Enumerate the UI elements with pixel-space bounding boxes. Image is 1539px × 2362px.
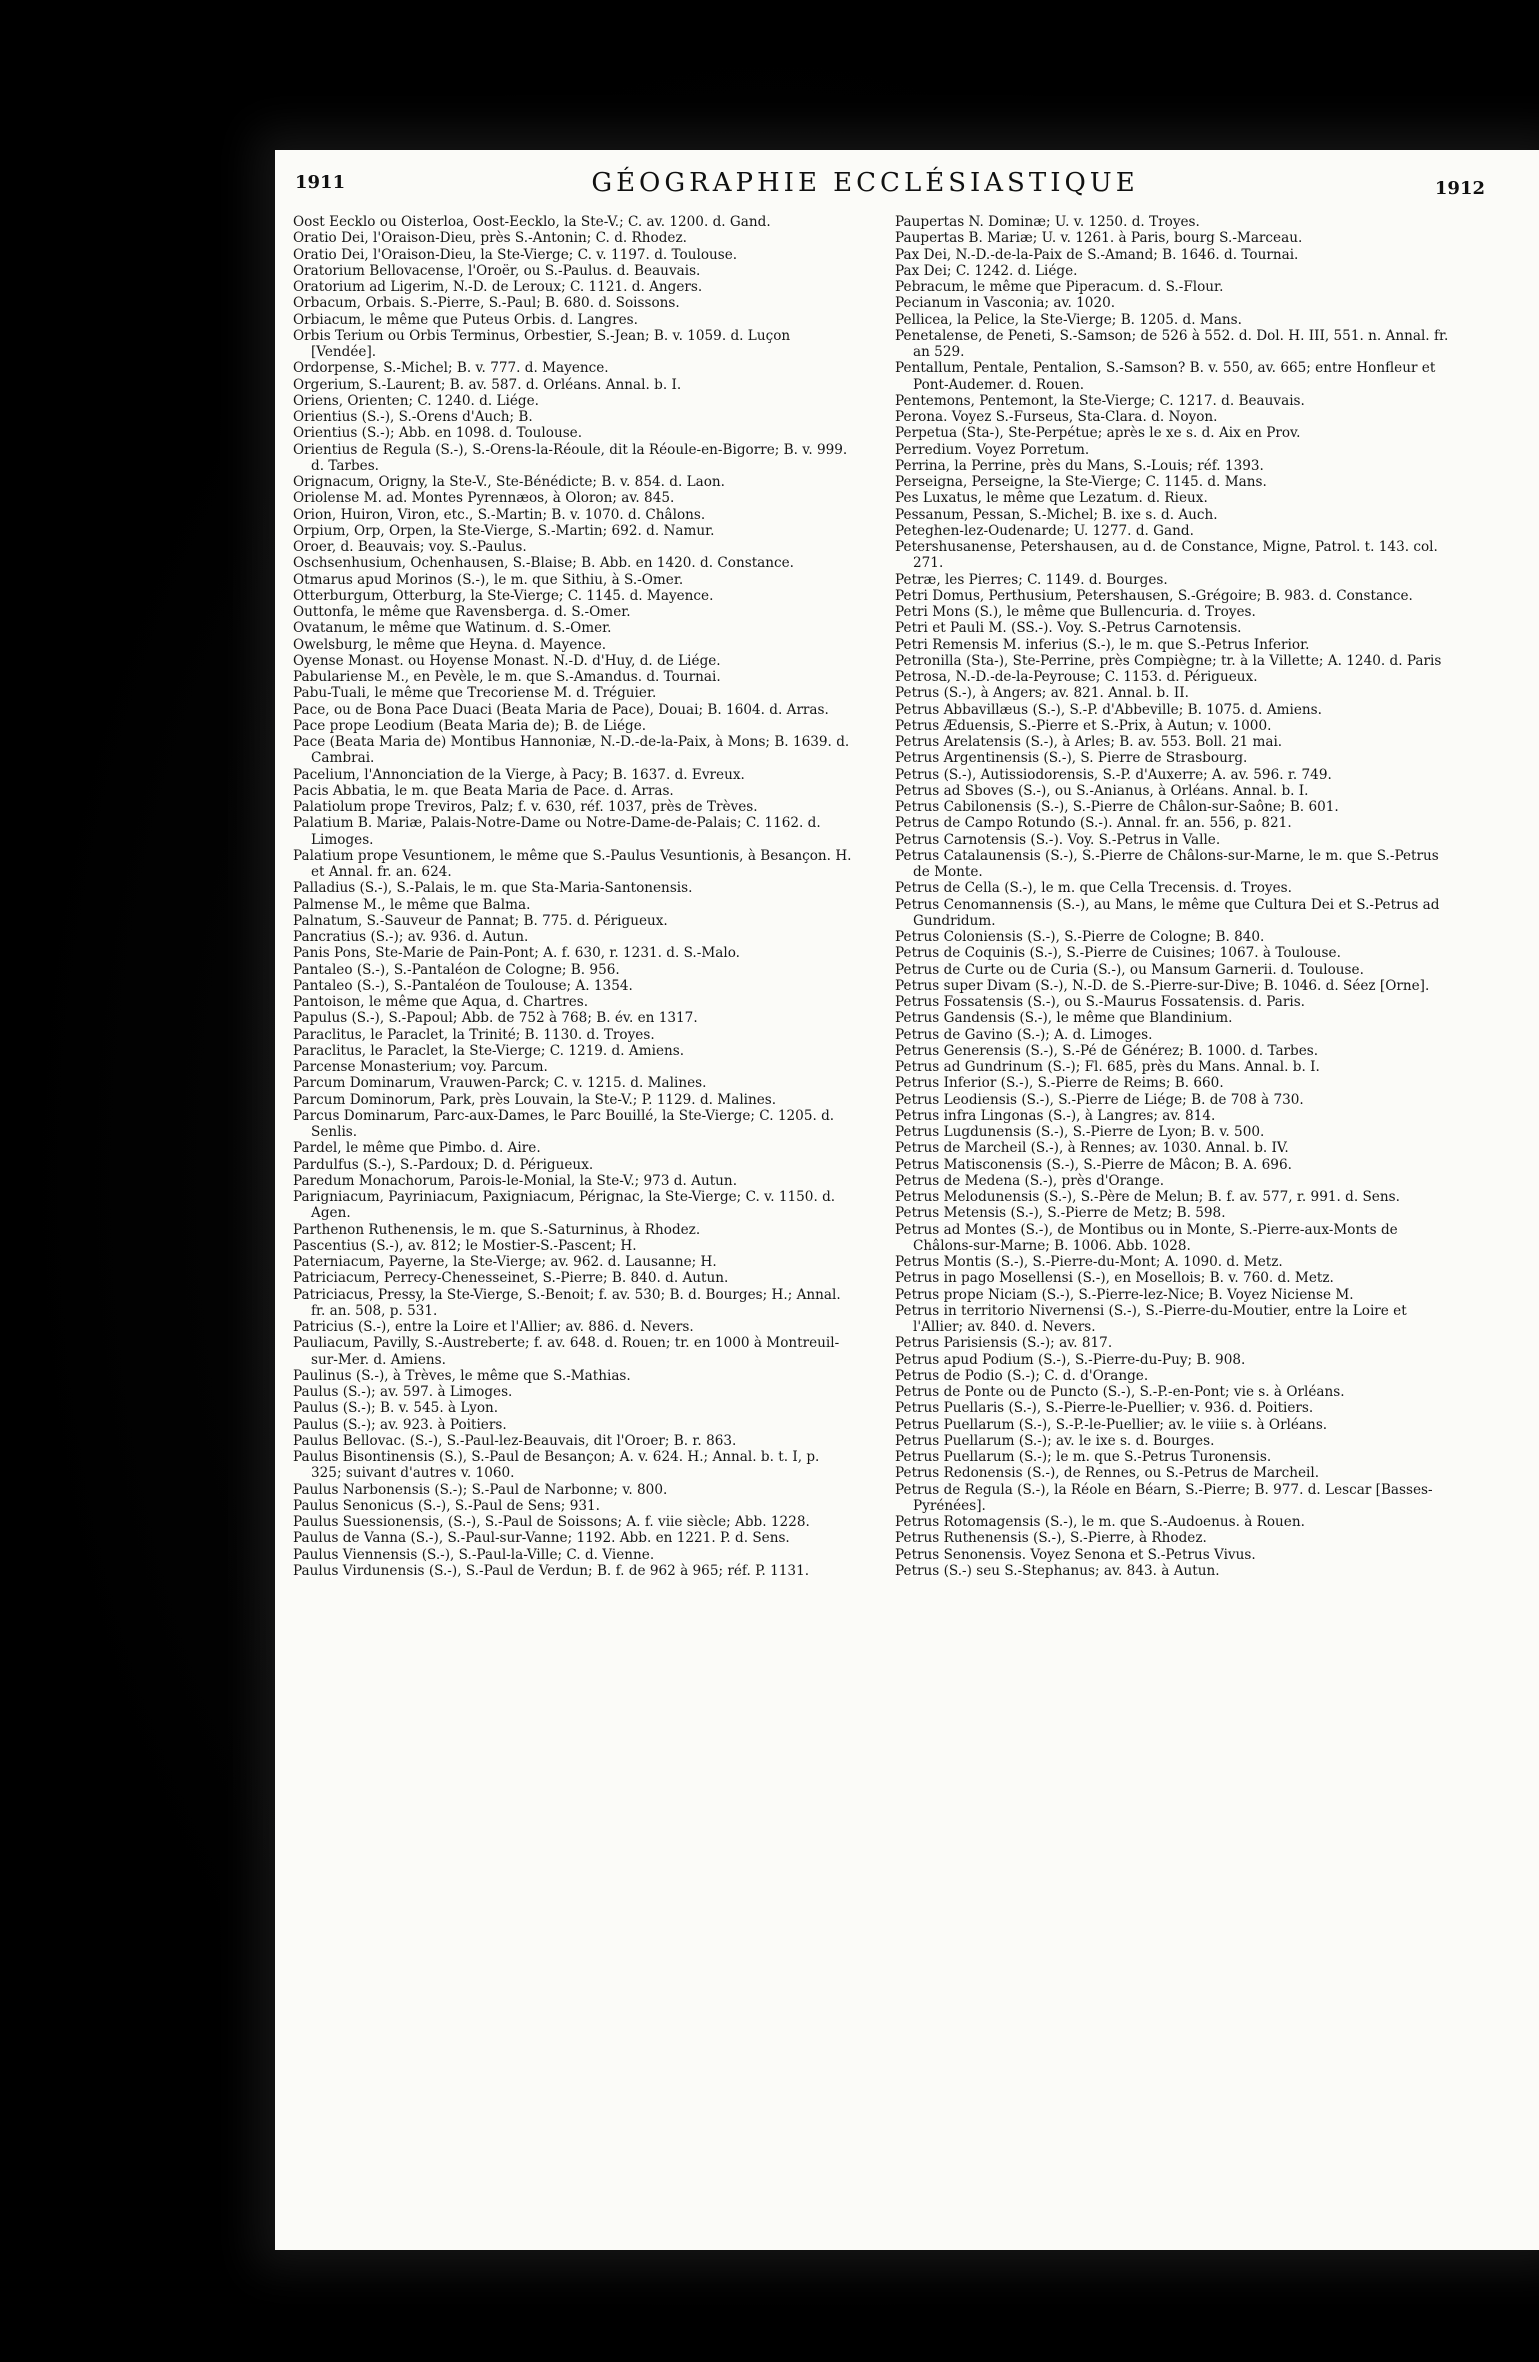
index-entry: Paulus Suessionensis, (S.-), S.-Paul de Soissons; A. f. viie siècle; Abb. 1228.: [293, 1514, 810, 1530]
index-entry: Pace prope Leodium (Beata Maria de); B. de Liége.: [293, 717, 647, 734]
index-entry: Pantaleo (S.-), S.-Pantaléon de Cologne; B. 956.: [293, 961, 620, 978]
page-number-right: 1912: [1434, 178, 1485, 199]
index-entry: Petrus de Marcheil (S.-), à Rennes; av. 1030. Annal. b. IV.: [895, 1140, 1289, 1157]
index-entry: Paredum Monachorum, Parois-le-Monial, la Ste-V.; 973 d. Autun.: [293, 1172, 738, 1189]
index-entry: Orpium, Orp, Orpen, la Ste-Vierge, S.-Martin; 692. d. Namur.: [293, 522, 715, 539]
index-entry: Orientius (S.-), S.-Orens d'Auch; B.: [293, 409, 533, 425]
index-entry: Petrus Redonensis (S.-), de Rennes, ou S.-Petrus de Marcheil.: [895, 1465, 1320, 1482]
index-entry: Petrus Generensis (S.-), S.-Pé de Générez; B. 1000. d. Tarbes.: [895, 1042, 1319, 1059]
index-entry: Pascentius (S.-), av. 812; le Mostier-S.-Pascent; H.: [293, 1237, 637, 1254]
index-entry: Pecianum in Vasconia; av. 1020.: [895, 295, 1116, 312]
index-entry: Petershusanense, Petershausen, au d. de Constance, Migne, Patrol. t. 143. col. 271.: [895, 539, 1438, 572]
page-header: [275, 158, 1515, 198]
index-entry: Parcus Dominarum, Parc-aux-Dames, le Parc Bouillé, la Ste-Vierge; C. 1205. d. Senlis.: [293, 1107, 835, 1140]
index-entry: Petrus Carnotensis (S.-). Voy. S.-Petrus in Valle.: [895, 831, 1221, 848]
index-entry: Orbiacum, le même que Puteus Orbis. d. Langres.: [293, 311, 638, 328]
index-entry: Petrus Cenomannensis (S.-), au Mans, le même que Cultura Dei et S.-Petrus ad Gundridum.: [895, 896, 1440, 929]
index-entry: Paterniacum, Payerne, la Ste-Vierge; av. 962. d. Lausanne; H.: [293, 1254, 717, 1270]
index-entry: Petrus Parisiensis (S.-); av. 817.: [895, 1335, 1113, 1352]
index-entry: Petrus de Podio (S.-); C. d. d'Orange.: [895, 1367, 1149, 1384]
index-entry: Pacis Abbatia, le m. que Beata Maria de Pace. d. Arras.: [293, 782, 674, 799]
index-entry: Paulus Viennensis (S.-), S.-Paul-la-Ville; C. d. Vienne.: [293, 1546, 655, 1563]
index-entry: Petri Domus, Perthusium, Petershausen, S.-Grégoire; B. 983. d. Constance.: [895, 587, 1413, 604]
index-entry: Peteghen-lez-Oudenarde; U. 1277. d. Gand.: [895, 522, 1194, 539]
index-entry: Petrus Ruthenensis (S.-), S.-Pierre, à Rhodez.: [895, 1530, 1207, 1547]
index-entry: Petrus Coloniensis (S.-), S.-Pierre de Cologne; B. 840.: [895, 929, 1265, 945]
index-entry: Petrus ad Sboves (S.-), ou S.-Anianus, à Orléans. Annal. b. I.: [895, 782, 1309, 799]
index-entry: Pax Dei; C. 1242. d. Liége.: [895, 262, 1078, 279]
index-entry: Pebracum, le même que Piperacum. d. S.-Flour.: [895, 279, 1224, 295]
index-entry: Pardulfus (S.-), S.-Pardoux; D. d. Périgueux.: [293, 1156, 594, 1173]
index-entry: Petrus Senonensis. Voyez Senona et S.-Petrus Vivus.: [895, 1546, 1256, 1563]
index-entry: Petrus de Curte ou de Curia (S.-), ou Mansum Garnerii. d. Toulouse.: [895, 961, 1364, 978]
index-entry: Palnatum, S.-Sauveur de Pannat; B. 775. d. Périgueux.: [293, 912, 668, 929]
index-entry: Pace (Beata Maria de) Montibus Hannoniæ, N.-D.-de-la-Paix, à Mons; B. 1639. d. Cambrai.: [293, 734, 850, 767]
index-entry: Patriciacum, Perrecy-Chenesseinet, S.-Pierre; B. 840. d. Autun.: [293, 1270, 729, 1287]
index-entry: Petrus Gandensis (S.-), le même que Blandinium.: [895, 1010, 1233, 1027]
index-entry: Petri et Pauli M. (SS.-). Voy. S.-Petrus Carnotensis.: [895, 620, 1242, 637]
index-entry: Paulus Senonicus (S.-), S.-Paul de Sens; 931.: [293, 1497, 600, 1514]
index-entry: Palatiolum prope Treviros, Palz; f. v. 630, réf. 1037, près de Trèves.: [293, 799, 758, 815]
index-entry: Petrus Puellarum (S.-), S.-P.-le-Puellier; av. le viiie s. à Orléans.: [895, 1416, 1328, 1433]
index-entry: Panis Pons, Ste-Marie de Pain-Pont; A. f. 630, r. 1231. d. S.-Malo.: [293, 945, 740, 962]
index-entry: Pantaleo (S.-), S.-Pantaléon de Toulouse; A. 1354.: [293, 977, 633, 994]
index-entry: Petrus in territorio Nivernensi (S.-), S.-Pierre-du-Moutier, entre la Loire et l'Allier; av. 840. d. Nevers.: [895, 1302, 1407, 1335]
index-entry: Petrus de Campo Rotundo (S.-). Annal. fr. an. 556, p. 821.: [895, 815, 1292, 832]
index-entry: Pax Dei, N.-D.-de-la-Paix de S.-Amand; B. 1646. d. Tournai.: [895, 246, 1299, 263]
index-entry: Patriciacus, Pressy, la Ste-Vierge, S.-Benoit; f. av. 530; B. d. Bourges; H.; Annal. fr. an. 508, p. 531.: [293, 1286, 841, 1319]
index-entry: Petrus Lugdunensis (S.-), S.-Pierre de Lyon; B. v. 500.: [895, 1124, 1265, 1140]
index-entry: Perona. Voyez S.-Furseus, Sta-Clara. d. Noyon.: [895, 409, 1218, 425]
index-entry: Paraclitus, le Paraclet, la Ste-Vierge; C. 1219. d. Amiens.: [293, 1042, 685, 1059]
index-entry: Petrus apud Podium (S.-), S.-Pierre-du-Puy; B. 908.: [895, 1351, 1246, 1368]
index-entry: Paulus Bellovac. (S.-), S.-Paul-lez-Beauvais, dit l'Oroer; B. r. 863.: [293, 1432, 737, 1449]
index-entry: Pessanum, Pessan, S.-Michel; B. ixe s. d. Auch.: [895, 506, 1218, 523]
index-entry: Palladius (S.-), S.-Palais, le m. que Sta-Maria-Santonensis.: [293, 880, 693, 897]
index-entry: Palatium prope Vesuntionem, le même que S.-Paulus Vesuntionis, à Besançon. H. et Annal. fr. an. 624.: [293, 847, 852, 880]
index-entry: Orientius de Regula (S.-), S.-Orens-la-Réoule, dit la Réoule-en-Bigorre; B. v. 999. d. Tarbes.: [293, 441, 848, 474]
index-entry: Pentallum, Pentale, Pentalion, S.-Samson? B. v. 550, av. 665; entre Honfleur et Pont-Audemer. d. Rouen.: [895, 360, 1436, 393]
index-entry: Perpetua (Sta-), Ste-Perpétue; après le xe s. d. Aix en Prov.: [895, 425, 1301, 442]
index-entry: Parcum Dominarum, Vrauwen-Parck; C. v. 1215. d. Malines.: [293, 1075, 707, 1092]
index-entry: Petrus Rotomagensis (S.-), le m. que S.-Audoenus. à Rouen.: [895, 1514, 1305, 1530]
index-entry: Petrus de Medena (S.-), près d'Orange.: [895, 1172, 1165, 1189]
index-entry: Otterburgum, Otterburg, la Ste-Vierge; C. 1145. d. Mayence.: [293, 587, 714, 604]
index-entry: Petrus Fossatensis (S.-), ou S.-Maurus Fossatensis. d. Paris.: [895, 994, 1305, 1010]
index-entry: Petrus prope Niciam (S.-), S.-Pierre-lez-Nice; B. Voyez Niciense M.: [895, 1286, 1354, 1303]
index-entry: Pardel, le même que Pimbo. d. Aire.: [293, 1140, 541, 1157]
index-entry: Parcum Dominorum, Park, près Louvain, la Ste-V.; P. 1129. d. Malines.: [293, 1091, 777, 1108]
index-entry: Paulus Virdunensis (S.-), S.-Paul de Verdun; B. f. de 962 à 965; réf. P. 1131.: [293, 1562, 810, 1579]
index-entry: Petronilla (Sta-), Ste-Perrine, près Compiègne; tr. à la Villette; A. 1240. d. Paris: [895, 652, 1442, 669]
index-entry: Paraclitus, le Paraclet, la Trinité; B. 1130. d. Troyes.: [293, 1026, 655, 1043]
index-entry: Patricius (S.-), entre la Loire et l'Allier; av. 886. d. Nevers.: [293, 1319, 694, 1335]
index-entry: Pentemons, Pentemont, la Ste-Vierge; C. 1217. d. Beauvais.: [895, 392, 1305, 409]
index-entry: Petrus Æduensis, S.-Pierre et S.-Prix, à Autun; v. 1000.: [895, 717, 1272, 734]
index-entry: Petrus de Regula (S.-), la Réole en Béarn, S.-Pierre; B. 977. d. Lescar [Basses-Pyrénées].: [895, 1481, 1433, 1514]
index-entry: Palmense M., le même que Balma.: [293, 896, 531, 913]
index-entry: Paulus (S.-); av. 923. à Poitiers.: [293, 1416, 507, 1433]
index-entry: Perredium. Voyez Porretum.: [895, 441, 1090, 458]
index-entry: Oratio Dei, l'Oraison-Dieu, près S.-Antonin; C. d. Rhodez.: [293, 230, 687, 247]
right-column: [895, 214, 1455, 1579]
index-entry: Petræ, les Pierres; C. 1149. d. Bourges.: [895, 571, 1168, 588]
index-entry: Orientius (S.-); Abb. en 1098. d. Toulouse.: [293, 425, 583, 442]
index-entry: Ovatanum, le même que Watinum. d. S.-Omer.: [293, 620, 612, 637]
index-entry: Petrus de Cella (S.-), le m. que Cella Trecensis. d. Troyes.: [895, 880, 1292, 897]
index-entry: Oroer, d. Beauvais; voy. S.-Paulus.: [293, 539, 527, 555]
index-entry: Petrus de Ponte ou de Puncto (S.-), S.-P.-en-Pont; vie s. à Orléans.: [895, 1384, 1345, 1400]
running-title: GÉOGRAPHIE ECCLÉSIASTIQUE: [591, 168, 1139, 198]
index-entry: Pauliacum, Pavilly, S.-Austreberte; f. av. 648. d. Rouen; tr. en 1000 à Montreuil-sur-Mer. d. Amiens.: [293, 1335, 840, 1368]
index-entry: Paulus (S.-); av. 597. à Limoges.: [293, 1384, 513, 1400]
index-entry: Petrus infra Lingonas (S.-), à Langres; av. 814.: [895, 1107, 1216, 1124]
index-entry: Petrus Leodiensis (S.-), S.-Pierre de Liége; B. de 708 à 730.: [895, 1091, 1304, 1108]
index-entry: Perrina, la Perrine, près du Mans, S.-Louis; réf. 1393.: [895, 457, 1264, 474]
index-entry: Petrus Metensis (S.-), S.-Pierre de Metz; B. 598.: [895, 1205, 1226, 1222]
index-entry: Petrus Melodunensis (S.-), S.-Père de Melun; B. f. av. 577, r. 991. d. Sens.: [895, 1189, 1400, 1205]
index-entry: Petrus Matisconensis (S.-), S.-Pierre de Mâcon; B. A. 696.: [895, 1156, 1292, 1173]
index-entry: Pacelium, l'Annonciation de la Vierge, à Pacy; B. 1637. d. Evreux.: [293, 766, 745, 783]
index-entry: Pellicea, la Pelice, la Ste-Vierge; B. 1205. d. Mans.: [895, 311, 1242, 328]
index-entry: Outtonfa, le même que Ravensberga. d. S.-Omer.: [293, 604, 631, 620]
index-entry: Owelsburg, le même que Heyna. d. Mayence.: [293, 636, 607, 653]
index-entry: Orignacum, Origny, la Ste-V., Ste-Bénédicte; B. v. 854. d. Laon.: [293, 474, 725, 490]
index-entry: Oriens, Orienten; C. 1240. d. Liége.: [293, 392, 539, 409]
index-entry: Pantoison, le même que Aqua, d. Chartres.: [293, 994, 589, 1010]
index-entry: Petrus ad Gundrinum (S.-); Fl. 685, près du Mans. Annal. b. I.: [895, 1059, 1320, 1075]
index-entry: Petrus in pago Mosellensi (S.-), en Mosellois; B. v. 760. d. Metz.: [895, 1270, 1334, 1287]
index-entry: Petrus (S.-) seu S.-Stephanus; av. 843. à Autun.: [895, 1562, 1220, 1579]
index-entry: Pace, ou de Bona Pace Duaci (Beata Maria de Pace), Douai; B. 1604. d. Arras.: [293, 701, 829, 718]
index-entry: Parigniacum, Payriniacum, Paxigniacum, Pérignac, la Ste-Vierge; C. v. 1150. d. Agen.: [293, 1189, 836, 1222]
index-entry: Pabulariense M., en Pevèle, le m. que S.-Amandus. d. Tournai.: [293, 669, 721, 685]
index-entry: Oyense Monast. ou Hoyense Monast. N.-D. d'Huy, d. de Liége.: [293, 652, 721, 669]
index-entry: Papulus (S.-), S.-Papoul; Abb. de 752 à 768; B. év. en 1317.: [293, 1010, 698, 1027]
index-entry: Oriolense M. ad. Montes Pyrennæos, à Oloron; av. 845.: [293, 490, 675, 507]
index-entry: Petrus Puellaris (S.-), S.-Pierre-le-Puellier; v. 936. d. Poitiers.: [895, 1400, 1314, 1417]
index-entry: Paupertas N. Dominæ; U. v. 1250. d. Troyes.: [895, 214, 1200, 230]
index-entry: Oschsenhusium, Ochenhausen, S.-Blaise; B. Abb. en 1420. d. Constance.: [293, 555, 794, 572]
index-entry: Orion, Huiron, Viron, etc., S.-Martin; B. v. 1070. d. Châlons.: [293, 506, 706, 523]
index-entry: Penetalense, de Peneti, S.-Samson; de 526 à 552. d. Dol. H. III, 551. n. Annal. fr. an 529.: [895, 327, 1449, 360]
index-entry: Petrosa, N.-D.-de-la-Peyrouse; C. 1153. d. Périgueux.: [895, 669, 1258, 685]
index-entry: Pabu-Tuali, le même que Trecoriense M. d. Tréguier.: [293, 685, 657, 702]
book-page: [275, 150, 1539, 2250]
index-entry: Pes Luxatus, le même que Lezatum. d. Rieux.: [895, 490, 1208, 507]
index-entry: Petrus Catalaunensis (S.-), S.-Pierre de Châlons-sur-Marne, le m. que S.-Petrus de Monte.: [895, 847, 1439, 880]
index-entry: Petrus Arelatensis (S.-), à Arles; B. av. 553. Boll. 21 mai.: [895, 734, 1283, 750]
index-entry: Petrus (S.-), Autissiodorensis, S.-P. d'Auxerre; A. av. 596. r. 749.: [895, 766, 1332, 783]
index-entry: Oost Eecklo ou Oisterloa, Oost-Eecklo, la Ste-V.; C. av. 1200. d. Gand.: [293, 214, 771, 230]
left-column: [293, 214, 853, 1579]
index-entry: Petrus (S.-), à Angers; av. 821. Annal. b. II.: [895, 685, 1189, 702]
index-entry: Perseigna, Perseigne, la Ste-Vierge; C. 1145. d. Mans.: [895, 474, 1267, 490]
index-entry: Oratio Dei, l'Oraison-Dieu, la Ste-Vierge; C. v. 1197. d. Toulouse.: [293, 246, 738, 263]
index-entry: Petrus ad Montes (S.-), de Montibus ou in Monte, S.-Pierre-aux-Monts de Châlons-sur-Marne; B. 1006. Abb. 1028.: [895, 1221, 1398, 1254]
index-entry: Otmarus apud Morinos (S.-), le m. que Sithiu, à S.-Omer.: [293, 571, 684, 588]
index-entry: Orbacum, Orbais. S.-Pierre, S.-Paul; B. 680. d. Soissons.: [293, 295, 680, 312]
index-entry: Orgerium, S.-Laurent; B. av. 587. d. Orléans. Annal. b. I.: [293, 376, 682, 393]
index-entry: Petrus de Coquinis (S.-), S.-Pierre de Cuisines; 1067. à Toulouse.: [895, 945, 1341, 962]
index-entry: Paulus Narbonensis (S.-); S.-Paul de Narbonne; v. 800.: [293, 1481, 668, 1498]
index-entry: Petrus Argentinensis (S.-), S. Pierre de Strasbourg.: [895, 750, 1248, 767]
index-entry: Petrus Montis (S.-), S.-Pierre-du-Mont; A. 1090. d. Metz.: [895, 1254, 1283, 1270]
page-number-left: 1911: [295, 172, 346, 193]
index-entry: Petri Remensis M. inferius (S.-), le m. que S.-Petrus Inferior.: [895, 636, 1310, 653]
index-entry: Petrus Inferior (S.-), S.-Pierre de Reims; B. 660.: [895, 1075, 1224, 1092]
index-entry: Petrus Abbavillæus (S.-), S.-P. d'Abbeville; B. 1075. d. Amiens.: [895, 701, 1322, 718]
index-entry: Paulus Bisontinensis (S.), S.-Paul de Besançon; A. v. 624. H.; Annal. b. t. I, p. 325; suivant d'autres v. 1060.: [293, 1449, 820, 1482]
index-entry: Pancratius (S.-); av. 936. d. Autun.: [293, 929, 529, 945]
index-entry: Petrus de Gavino (S.-); A. d. Limoges.: [895, 1026, 1153, 1043]
index-entry: Parcense Monasterium; voy. Parcum.: [293, 1059, 548, 1075]
index-entry: Orbis Terium ou Orbis Terminus, Orbestier, S.-Jean; B. v. 1059. d. Luçon [Vendée].: [293, 327, 791, 360]
index-entry: Petrus Puellarum (S.-); le m. que S.-Petrus Turonensis.: [895, 1449, 1272, 1465]
index-entry: Petrus Cabilonensis (S.-), S.-Pierre de Châlon-sur-Saône; B. 601.: [895, 799, 1339, 815]
index-entry: Palatium B. Mariæ, Palais-Notre-Dame ou Notre-Dame-de-Palais; C. 1162. d. Limoges.: [293, 815, 821, 848]
index-entry: Paulus (S.-); B. v. 545. à Lyon.: [293, 1400, 499, 1417]
index-entry: Paulus de Vanna (S.-), S.-Paul-sur-Vanne; 1192. Abb. en 1221. P. d. Sens.: [293, 1530, 790, 1547]
index-entry: Oratorium Bellovacense, l'Oroër, ou S.-Paulus. d. Beauvais.: [293, 262, 701, 279]
index-entry: Oratorium ad Ligerim, N.-D. de Leroux; C. 1121. d. Angers.: [293, 279, 703, 295]
index-entry: Petrus Puellarum (S.-); av. le ixe s. d. Bourges.: [895, 1432, 1215, 1449]
index-entry: Paupertas B. Mariæ; U. v. 1261. à Paris, bourg S.-Marceau.: [895, 230, 1303, 247]
index-entry: Petri Mons (S.), le même que Bullencuria. d. Troyes.: [895, 604, 1256, 620]
index-entry: Ordorpense, S.-Michel; B. v. 777. d. Mayence.: [293, 360, 609, 377]
index-entry: Paulinus (S.-), à Trèves, le même que S.-Mathias.: [293, 1367, 631, 1384]
index-entry: Parthenon Ruthenensis, le m. que S.-Saturninus, à Rhodez.: [293, 1221, 701, 1238]
index-entry: Petrus super Divam (S.-), N.-D. de S.-Pierre-sur-Dive; B. 1046. d. Séez [Orne].: [895, 977, 1430, 994]
